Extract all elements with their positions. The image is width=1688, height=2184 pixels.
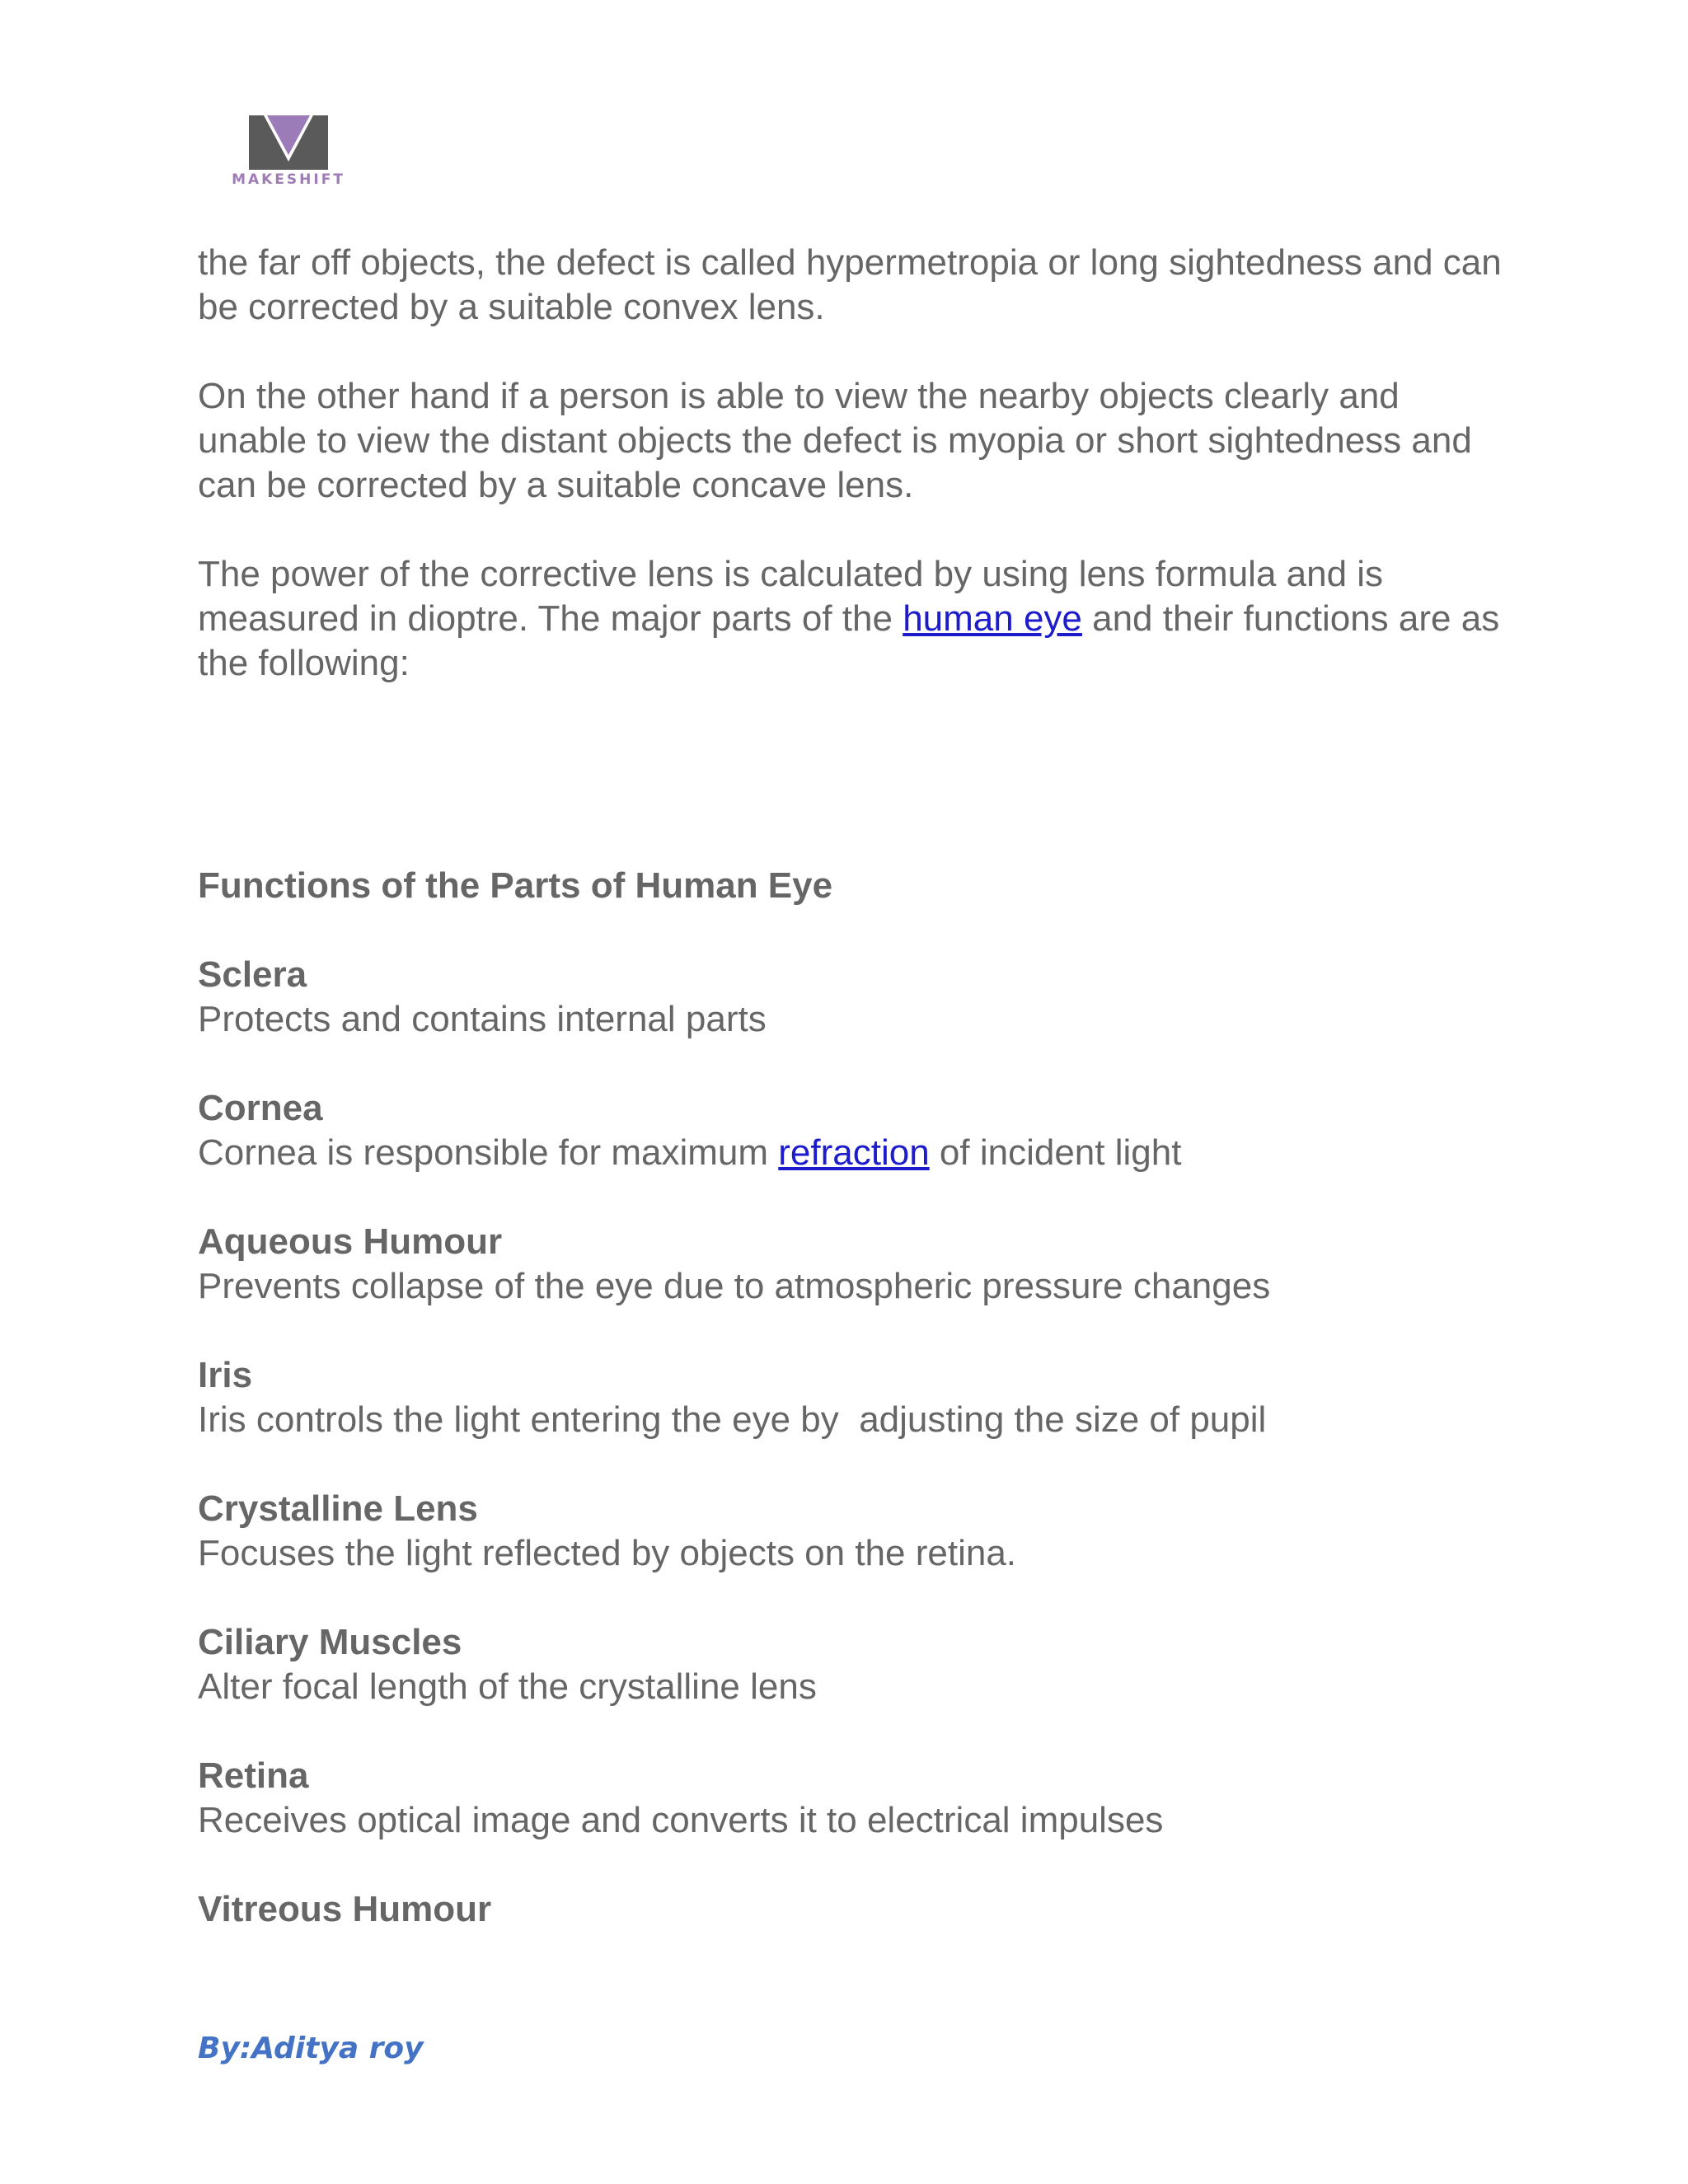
paragraph-text: and their functions are as the following:	[198, 598, 1500, 683]
human-eye-link[interactable]: human eye	[903, 598, 1082, 639]
part-cornea	[198, 1086, 1517, 1175]
part-description	[198, 1131, 1517, 1175]
part-name: Retina	[198, 1755, 309, 1796]
makeshift-logo	[221, 114, 356, 193]
paragraph-myopia: On the other hand if a person is able to view the nearby objects clearly and unable to view the distant objects the defect is myopia or short sightedness and can be corrected by a suitable concave lens.	[198, 376, 1472, 505]
part-name: Vitreous Humour	[198, 1889, 492, 1929]
part-name: Iris	[198, 1355, 253, 1395]
part-description: Iris controls the light entering the eye by adjusting the size of pupil	[198, 1399, 1267, 1440]
makeshift-logo-icon	[221, 114, 356, 171]
description-text: Cornea is responsible for maximum	[198, 1132, 779, 1173]
part-aqueous-humour	[198, 1220, 1517, 1309]
part-name: Aqueous Humour	[198, 1221, 503, 1262]
part-name: Cornea	[198, 1088, 323, 1128]
description-text: of incident light	[929, 1132, 1182, 1173]
part-description: Protects and contains internal parts	[198, 999, 767, 1039]
part-description: Focuses the light reflected by objects on the retina.	[198, 1533, 1017, 1573]
paragraph-corrective-lens	[198, 552, 1517, 686]
part-retina	[198, 1754, 1517, 1843]
part-description: Receives optical image and converts it to electrical impulses	[198, 1800, 1164, 1840]
part-vitreous-humour	[198, 1887, 1517, 1932]
part-ciliary-muscles	[198, 1620, 1517, 1709]
author-credit: By:Aditya roy	[198, 2032, 424, 2065]
document-body	[198, 241, 1517, 1976]
part-name: Ciliary Muscles	[198, 1622, 462, 1662]
part-name: Crystalline Lens	[198, 1488, 478, 1529]
part-description: Prevents collapse of the eye due to atmospheric pressure changes	[198, 1266, 1271, 1306]
part-crystalline-lens	[198, 1487, 1517, 1576]
part-sclera	[198, 953, 1517, 1042]
paragraph-hypermetropia: the far off objects, the defect is called hypermetropia or long sightedness and can be corrected by a suitable convex lens.	[198, 242, 1502, 327]
part-iris	[198, 1353, 1517, 1442]
part-description: Alter focal length of the crystalline lens	[198, 1666, 817, 1707]
paragraph-text: The power of the corrective lens is calculated by using lens formula and is measured in dioptre. The major parts of the	[198, 554, 1384, 639]
part-name: Sclera	[198, 954, 307, 995]
refraction-link[interactable]: refraction	[778, 1132, 930, 1173]
logo-text: MAKESHIFT	[232, 171, 345, 188]
section-title: Functions of the Parts of Human Eye	[198, 865, 833, 906]
